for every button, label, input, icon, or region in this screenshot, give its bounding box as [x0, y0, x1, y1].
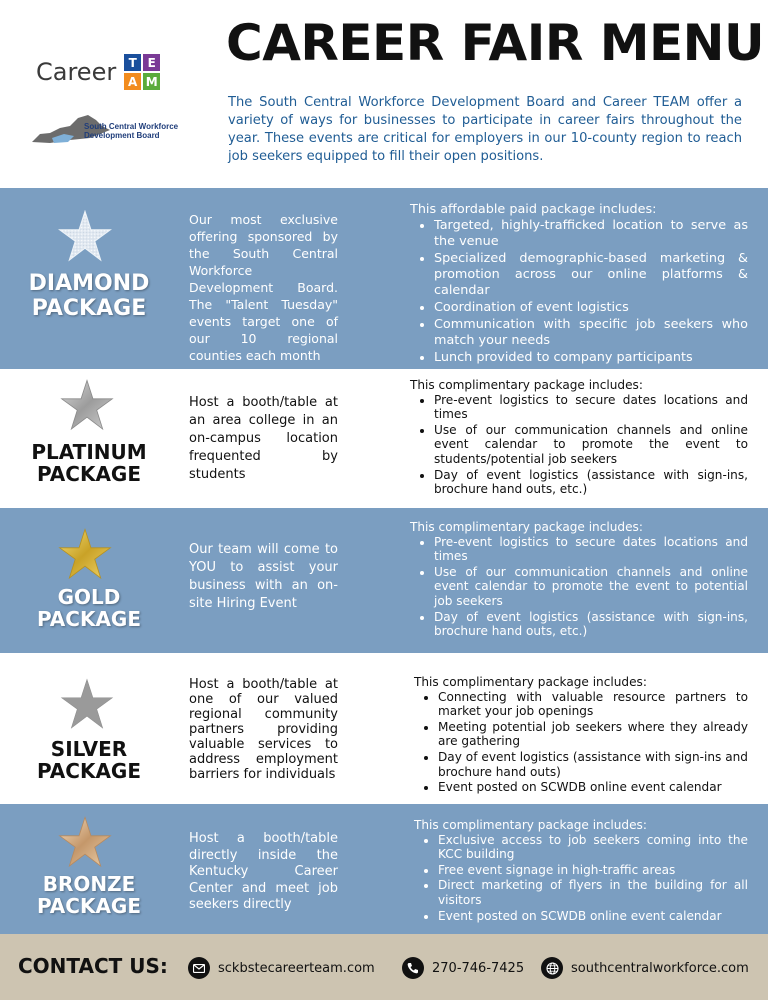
gold-includes — [410, 520, 748, 640]
list-item: • Exclusive access to job seekers coming into the KCC building — [438, 833, 748, 862]
diamond-includes — [410, 202, 748, 367]
team-letter-a: A — [124, 73, 141, 90]
contact-website-text[interactable]: southcentralworkforce.com — [571, 960, 749, 976]
career-team-logo — [36, 54, 160, 90]
globe-icon — [541, 957, 563, 979]
list-item: • Specialized demographic-based marketing & promotion across our online platforms & calendar — [434, 251, 748, 299]
silver-includes-heading: This complimentary package includes: — [414, 675, 647, 689]
silver-star-icon — [60, 678, 114, 730]
page-title: CAREER FAIR MENU — [226, 14, 765, 72]
diamond-description: Our most exclusive offering sponsored by the South Central Workforce Development Board. The "Talent Tuesday" events target one of our 10 regional counties each month — [189, 212, 338, 363]
email-icon — [188, 957, 210, 979]
bronze-includes-list — [438, 833, 748, 924]
list-item: • Meeting potential job seekers where they already are gathering — [438, 720, 748, 749]
contact-website[interactable] — [541, 957, 749, 979]
diamond-includes-heading: This affordable paid package includes: — [410, 202, 657, 217]
bronze-star-icon — [58, 816, 112, 868]
workforce-board-logo — [30, 112, 200, 146]
list-item: • Event posted on SCWDB online event calendar — [438, 780, 748, 795]
team-letter-e: E — [143, 54, 160, 71]
logo-career-word: Career — [36, 58, 117, 86]
gold-package-section — [0, 508, 768, 653]
silver-name-line2: PACKAGE — [36, 759, 142, 783]
platinum-includes — [410, 378, 748, 498]
bronze-name-line2: PACKAGE — [36, 894, 142, 918]
gold-star-icon — [58, 528, 112, 580]
board-logo-line1: South Central Workforce — [84, 122, 179, 131]
diamond-package-section — [0, 188, 768, 369]
gold-includes-list — [434, 535, 748, 639]
phone-icon — [402, 957, 424, 979]
platinum-name-line1: PLATINUM — [31, 440, 147, 464]
team-letter-grid — [124, 54, 160, 90]
list-item: • Day of event logistics (assistance with sign-ins, brochure hand outs, etc.) — [434, 610, 748, 639]
platinum-includes-heading: This complimentary package includes: — [410, 378, 643, 392]
platinum-name-line2: PACKAGE — [36, 462, 142, 486]
list-item: • Pre-event logistics to secure dates locations and times — [434, 393, 748, 422]
list-item: • Communication with specific job seekers who match your needs — [434, 317, 748, 349]
gold-includes-heading: This complimentary package includes: — [410, 520, 643, 534]
contact-email-text[interactable]: sckbstecareerteam.com — [218, 960, 375, 976]
bronze-package-name — [14, 873, 164, 917]
header — [0, 0, 768, 188]
gold-package-name — [14, 586, 164, 630]
silver-description: Host a booth/table at one of our valued regional community partners providing valuable services to address employment barriers for individuals — [189, 677, 338, 782]
list-item: • Connecting with valuable resource partners to market your job openings — [438, 690, 748, 719]
contact-phone[interactable] — [402, 957, 524, 979]
bronze-package-section — [0, 804, 768, 934]
silver-package-section — [0, 653, 768, 804]
platinum-star-icon — [60, 379, 114, 431]
gold-name-line1: GOLD — [57, 585, 121, 609]
diamond-name-line2: PACKAGE — [31, 296, 147, 321]
bronze-description: Host a booth/table directly inside the Kentucky Career Center and meet job seekers directly — [189, 831, 338, 912]
silver-package-name — [14, 738, 164, 782]
platinum-includes-list — [434, 393, 748, 497]
contact-phone-text[interactable]: 270-746-7425 — [432, 960, 525, 976]
bronze-name-line1: BRONZE — [42, 872, 136, 896]
list-item: • Use of our communication channels and online event calendar to promote the event to potential job seekers — [434, 565, 748, 609]
list-item: • Targeted, highly-trafficked location to serve as the venue — [434, 218, 748, 250]
list-item: • Coordination of event logistics — [434, 300, 748, 316]
contact-footer — [0, 934, 768, 1000]
platinum-package-name — [14, 441, 164, 485]
list-item: • Free event signage in high-traffic areas — [438, 863, 748, 878]
list-item: • Day of event logistics (assistance with sign-ins, brochure hand outs, etc.) — [434, 468, 748, 497]
bronze-includes — [414, 818, 748, 924]
contact-label: CONTACT US: — [18, 954, 168, 978]
list-item: • Use of our communication channels and online event calendar to promote the event to students/potential job seekers — [434, 423, 748, 467]
bronze-includes-heading: This complimentary package includes: — [414, 818, 647, 832]
list-item: • Pre-event logistics to secure dates locations and times — [434, 535, 748, 564]
list-item: • Lunch provided to company participants — [434, 350, 748, 366]
platinum-description: Host a booth/table at an area college in an on-campus location frequented by students — [189, 395, 338, 482]
list-item: • Event posted on SCWDB online event calendar — [438, 909, 748, 924]
platinum-package-section — [0, 369, 768, 508]
intro-paragraph: The South Central Workforce Development Board and Career TEAM offer a variety of ways for businesses to participate in career fairs throughout the year. These events are critical for employers in our 10-county region to reach job seekers equipped to fill their open positions. — [228, 95, 742, 164]
board-logo-text — [84, 122, 178, 140]
gold-name-line2: PACKAGE — [36, 607, 142, 631]
gold-description: Our team will come to YOU to assist your business with an on-site Hiring Event — [189, 542, 338, 611]
diamond-name-line1: DIAMOND — [28, 271, 150, 296]
diamond-package-name — [14, 271, 164, 321]
list-item: • Day of event logistics (assistance with sign-ins and brochure hand outs) — [438, 750, 748, 779]
board-logo-line2: Development Board — [84, 131, 160, 140]
team-letter-m: M — [143, 73, 160, 90]
silver-includes-list — [438, 690, 748, 795]
silver-name-line1: SILVER — [50, 737, 128, 761]
diamond-star-icon — [58, 210, 112, 262]
silver-includes — [414, 675, 748, 796]
list-item: • Direct marketing of flyers in the building for all visitors — [438, 878, 748, 907]
contact-email[interactable] — [188, 957, 375, 979]
diamond-includes-list — [434, 218, 748, 366]
team-letter-t: T — [124, 54, 141, 71]
